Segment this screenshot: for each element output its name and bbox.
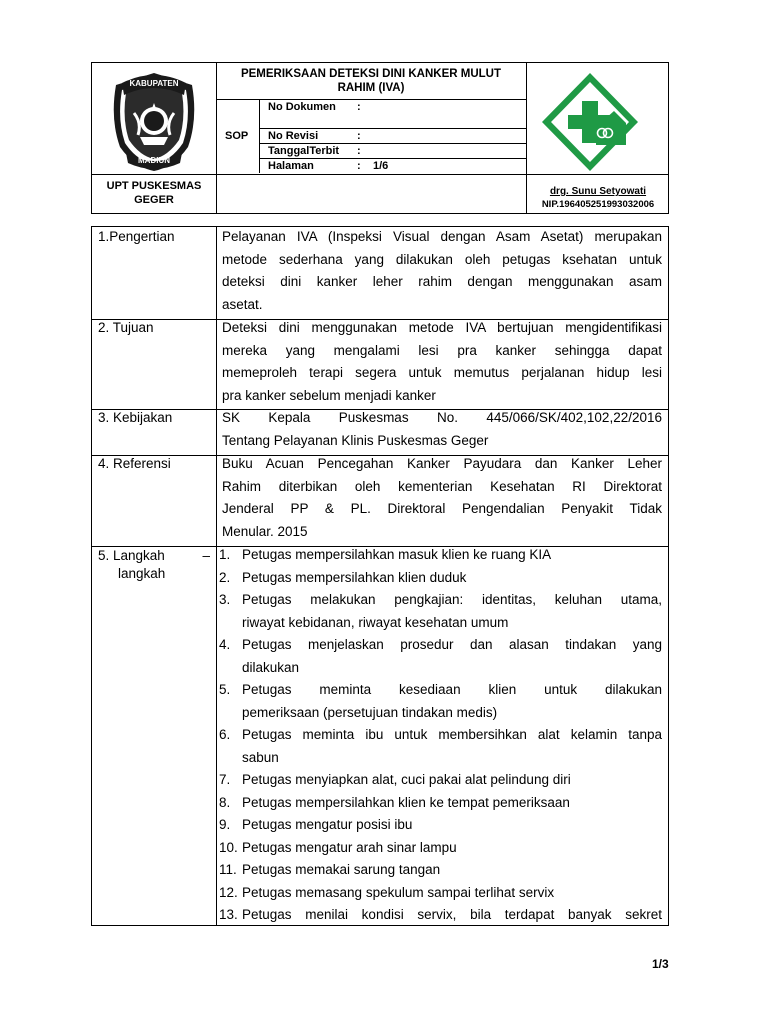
step-number: 11. [219,862,237,877]
content-line: Menular. 2015 [222,523,308,539]
content-line: deteksi dini kanker leher rahim dengan menggunakan asam [222,274,662,289]
step-text [242,769,662,792]
signer-name: drg. Sunu Setyowati [549,186,647,197]
header-divider [92,174,668,175]
section-label-tujuan: 2. Tujuan [98,320,154,335]
step-number: 2. [219,569,231,585]
step-line: Petugas mengatur posisi ibu [242,817,413,832]
header-divider [259,99,260,173]
step-text [242,567,662,590]
step-text [242,859,662,882]
section-content-kebijakan [222,407,662,452]
section-content-referensi [222,453,662,543]
content-line: Jenderal PP & PL. Direktoral Pengendalian Penyakit Tidak [222,501,662,516]
step-line: Petugas menyiapkan alat, cuci pakai alat pelindung diri [242,772,571,787]
halaman-value: 1/6 [373,160,389,172]
kabupaten-madiun-emblem [100,69,208,173]
step-line: Petugas memasang spekulum sampai terlihat servix [242,884,555,900]
header-divider [259,158,526,159]
label-line: langkah [118,565,166,581]
content-line: Tentang Pelayanan Klinis Puskesmas Geger [222,432,489,448]
content-line: memeproleh terapi segera untuk memutus perjalanan hidup lesi [222,365,662,380]
step-line: Petugas melakukan pengkajian: identitas, keluhan utama, [242,592,662,607]
step-number: 3. [219,592,231,607]
section-label-pengertian: 1.Pengertian [98,229,175,244]
content-line: asetat. [222,296,263,312]
step-number: 8. [219,794,231,810]
emblem-bottom-text: MADIUN [138,156,170,165]
step-text [242,882,662,905]
step-line: Petugas menilai kondisi servix, bila terdapat banyak sekret [242,907,662,922]
step-number: 7. [219,772,231,787]
step-line: Petugas meminta ibu untuk membersihkan alat kelamin tanpa [242,727,662,742]
page-number: 1/3 [652,957,669,971]
step-line: Petugas menjelaskan prosedur dan alasan tindakan yang [242,637,662,652]
content-line: Rahim diterbikan oleh kementerian Kesehatan RI Direktorat [222,478,662,494]
signer-nip: NIP.196405251993032006 [541,199,655,210]
step-text [242,589,662,634]
step-line: Petugas memakai sarung tangan [242,862,441,877]
step-line: pemeriksaan (persetujuan tindakan medis) [242,704,498,720]
title-line: PEMERIKSAAN DETEKSI DINI KANKER MULUT [240,68,502,80]
sop-header-table [91,62,669,214]
step-line: sabun [242,749,279,765]
step-number: 1. [219,547,231,562]
step-line: Petugas mempersilahkan masuk klien ke ruang KIA [242,547,552,562]
step-line: Petugas mempersilahkan klien duduk [242,569,467,585]
header-divider [259,143,526,144]
tanggal-terbit-label: TanggalTerbit [268,145,340,157]
step-number: 4. [219,637,231,652]
org-line: GEGER [134,194,174,206]
halaman-separator: : [357,160,361,172]
step-number: 5. [219,682,231,697]
step-text [242,792,662,815]
step-text [242,814,662,837]
emblem-top-text: KABUPATEN [129,79,179,88]
section-label-referensi: 4. Referensi [98,456,171,471]
header-divider [259,128,526,129]
section-content-pengertian [222,226,662,316]
step-line: Petugas meminta kesediaan klien untuk dilakukan [242,682,662,697]
halaman-label: Halaman [268,160,314,172]
header-divider [216,99,526,100]
step-line: riwayat kebidanan, riwayat kesehatan umum [242,614,509,630]
step-number: 9. [219,817,231,832]
step-text [242,544,662,567]
step-text [242,904,662,927]
no-revisi-separator: : [357,130,361,142]
document-title [216,67,526,95]
section-content-tujuan [222,317,662,407]
title-line: RAHIM (IVA) [337,82,405,94]
step-number: 6. [219,727,231,742]
label-line: 5. Langkah [98,548,165,563]
sop-content-table [91,226,669,926]
label-dash: – [202,548,210,563]
step-text [242,679,662,724]
organization-name [92,179,216,207]
content-line: Buku Acuan Pencegahan Kanker Payudara dan Kanker Leher [222,456,662,471]
table-divider [216,227,217,925]
step-text [242,634,662,679]
no-dokumen-separator: : [357,101,361,113]
step-text [242,837,662,860]
step-number: 13. [219,907,238,922]
step-line: Petugas mempersilahkan klien ke tempat pemeriksaan [242,794,570,810]
no-revisi-label: No Revisi [268,130,319,142]
content-line: SK Kepala Puskesmas No. 445/066/SK/402,102,22/2016 [222,410,662,425]
step-text [242,724,662,769]
no-dokumen-label: No Dokumen [268,101,336,113]
content-line: mereka yang mengalami lesi pra kanker sehingga dapat [222,342,662,358]
org-line: UPT PUSKESMAS [106,180,202,192]
step-line: dilakukan [242,659,300,675]
section-label-kebijakan: 3. Kebijakan [98,410,173,425]
content-line: metode sederhana yang dilakukan oleh petugas ksehatan untuk [222,251,662,267]
tanggal-terbit-separator: : [357,145,361,157]
content-line: Deteksi dini menggunakan metode IVA bertujuan mengidentifikasi [222,320,662,335]
sop-label: SOP [225,130,249,142]
puskesmas-logo-icon [538,71,642,173]
step-number: 12. [219,884,238,900]
content-line: Pelayanan IVA (Inspeksi Visual dengan Asam Asetat) merupakan [222,229,662,244]
content-line: pra kanker sebelum menjadi kanker [222,387,436,403]
step-line: Petugas mengatur arah sinar lampu [242,839,457,855]
section-label-langkah [98,545,210,585]
step-number: 10. [219,839,238,855]
